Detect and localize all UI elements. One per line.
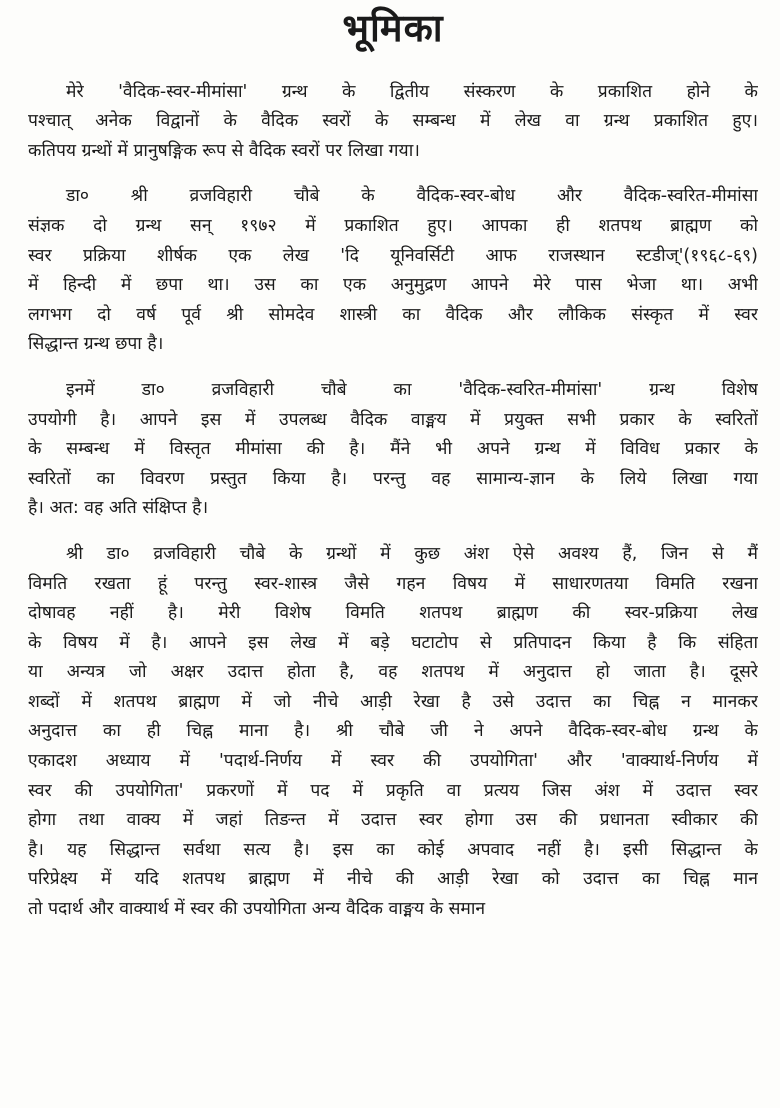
text-line: या अन्यत्र जो अक्षर उदात्त होता है, वह शतपथ में अनुदात्त हो जाता है। दूसरे — [28, 662, 758, 683]
text-line: शब्दों में शतपथ ब्राह्मण में जो नीचे आड़ी रेखा है उसे उदात्त का चिह्न न मानकर — [28, 691, 758, 712]
text-line: उपयोगी है। आपने इस में उपलब्ध वैदिक वाङ्मय में प्रयुक्त सभी प्रकार के स्वरितों — [28, 409, 758, 430]
text-line: विमति रखता हूं परन्तु स्वर-शास्त्र जैसे गहन विषय में साधारणतया विमति रखना — [28, 573, 758, 594]
text-line: लगभग दो वर्ष पूर्व श्री सोमदेव शास्त्री का वैदिक और लौकिक संस्कृत में स्वर — [28, 304, 758, 325]
text-line: स्वर प्रक्रिया शीर्षक एक लेख 'दि यूनिवर्सिटी आफ राजस्थान स्टडीज्'(१९६८-६९) — [28, 245, 758, 266]
text-line: तो पदार्थ और वाक्यार्थ में स्वर की उपयोगिता अन्य वैदिक वाङ्मय के समान — [28, 899, 486, 920]
paragraph — [28, 182, 758, 360]
text-line: है। यह सिद्धान्त सर्वथा सत्य है। इस का कोई अपवाद नहीं है। इसी सिद्धान्त के — [28, 839, 758, 860]
document-body — [28, 78, 758, 925]
text-line: स्वर की उपयोगिता' प्रकरणों में पद में प्रकृति वा प्रत्यय जिस अंश में उदात्त स्वर — [28, 780, 758, 801]
text-line: पश्चात् अनेक विद्वानों के वैदिक स्वरों के सम्बन्ध में लेख वा ग्रन्थ प्रकाशित हुए। — [28, 111, 758, 132]
paragraph — [28, 376, 758, 524]
text-line: सिद्धान्त ग्रन्थ छपा है। — [28, 334, 164, 355]
text-line: में हिन्दी में छपा था। उस का एक अनुमुद्रण आपने मेरे पास भेजा था। अभी — [28, 275, 758, 296]
text-line: के विषय में है। आपने इस लेख में बड़े घटाटोप से प्रतिपादन किया है कि संहिता — [28, 632, 758, 653]
text-line: मेरे 'वैदिक-स्वर-मीमांसा' ग्रन्थ के द्वितीय संस्करण के प्रकाशित होने के — [66, 81, 758, 102]
text-line: संज्ञक दो ग्रन्थ सन् १९७२ में प्रकाशित हुए। आपका ही शतपथ ब्राह्मण को — [28, 215, 758, 236]
text-line: श्री डा० व्रजविहारी चौबे के ग्रन्थों में कुछ अंश ऐसे अवश्य हैं, जिन से मैं — [66, 543, 758, 564]
text-line: कतिपय ग्रन्थों में प्रानुषङ्गिक रूप से वैदिक स्वरों पर लिखा गया। — [28, 140, 420, 161]
page-title: भूमिका — [342, 6, 444, 50]
text-line: के सम्बन्ध में विस्तृत मीमांसा की है। मैंने भी अपने ग्रन्थ में विविध प्रकार के — [28, 439, 758, 460]
text-line: इनमें डा० व्रजविहारी चौबे का 'वैदिक-स्वरित-मीमांसा' ग्रन्थ विशेष — [66, 379, 758, 400]
paragraph — [28, 78, 758, 167]
text-line: अनुदात्त का ही चिह्न माना है। श्री चौबे जी ने अपने वैदिक-स्वर-बोध ग्रन्थ के — [28, 721, 758, 742]
text-line: एकादश अध्याय में 'पदार्थ-निर्णय में स्वर की उपयोगिता' और 'वाक्यार्थ-निर्णय में — [28, 751, 758, 772]
paragraph — [28, 540, 758, 925]
text-line: डा० श्री व्रजविहारी चौबे के वैदिक-स्वर-बोध और वैदिक-स्वरित-मीमांसा — [66, 186, 758, 207]
text-line: स्वरितों का विवरण प्रस्तुत किया है। परन्तु वह सामान्य-ज्ञान के लिये लिखा गया — [28, 468, 758, 489]
text-line: दोषावह नहीं है। मेरी विशेष विमति शतपथ ब्राह्मण की स्वर-प्रक्रिया लेख — [28, 603, 758, 624]
text-line: है। अत: वह अति संक्षिप्त है। — [28, 498, 209, 519]
text-line: होगा तथा वाक्य में जहां तिङन्त में उदात्त स्वर होगा उस की प्रधानता स्वीकार की — [28, 810, 758, 831]
text-line: परिप्रेक्ष्य में यदि शतपथ ब्राह्मण में नीचे की आड़ी रेखा को उदात्त का चिह्न मान — [28, 869, 758, 890]
